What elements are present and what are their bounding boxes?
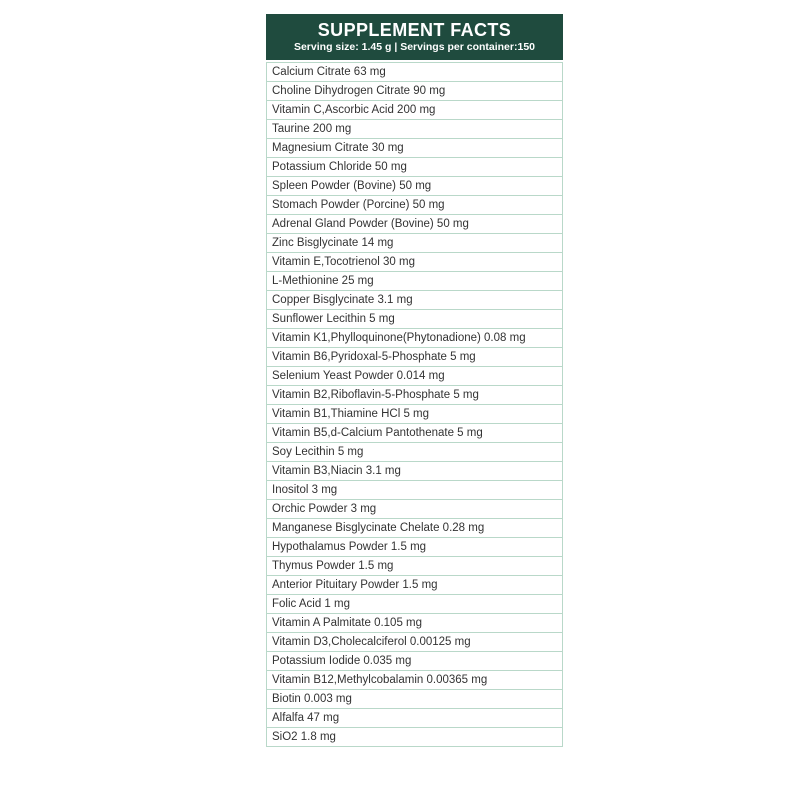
ingredient-row: Zinc Bisglycinate 14 mg xyxy=(266,234,563,253)
ingredient-row: Alfalfa 47 mg xyxy=(266,709,563,728)
ingredient-row: Potassium Chloride 50 mg xyxy=(266,158,563,177)
ingredient-row: Taurine 200 mg xyxy=(266,120,563,139)
facts-header xyxy=(266,14,563,60)
ingredient-row: Adrenal Gland Powder (Bovine) 50 mg xyxy=(266,215,563,234)
ingredient-row: Stomach Powder (Porcine) 50 mg xyxy=(266,196,563,215)
supplement-facts-panel xyxy=(266,14,563,747)
ingredient-row: Orchic Powder 3 mg xyxy=(266,500,563,519)
ingredient-row: Vitamin B5,d-Calcium Pantothenate 5 mg xyxy=(266,424,563,443)
ingredient-row: Vitamin C,Ascorbic Acid 200 mg xyxy=(266,101,563,120)
serving-info: Serving size: 1.45 g | Servings per container:150 xyxy=(293,41,536,54)
ingredient-row: Selenium Yeast Powder 0.014 mg xyxy=(266,367,563,386)
ingredient-row: Inositol 3 mg xyxy=(266,481,563,500)
ingredient-row: Sunflower Lecithin 5 mg xyxy=(266,310,563,329)
ingredient-row: Hypothalamus Powder 1.5 mg xyxy=(266,538,563,557)
ingredient-row: Soy Lecithin 5 mg xyxy=(266,443,563,462)
ingredient-row: Vitamin A Palmitate 0.105 mg xyxy=(266,614,563,633)
ingredient-row: Vitamin B2,Riboflavin-5-Phosphate 5 mg xyxy=(266,386,563,405)
ingredient-row: Choline Dihydrogen Citrate 90 mg xyxy=(266,82,563,101)
facts-title: SUPPLEMENT FACTS xyxy=(317,20,512,41)
ingredient-row: Potassium Iodide 0.035 mg xyxy=(266,652,563,671)
ingredient-row: Biotin 0.003 mg xyxy=(266,690,563,709)
ingredient-row: Spleen Powder (Bovine) 50 mg xyxy=(266,177,563,196)
ingredient-row: Magnesium Citrate 30 mg xyxy=(266,139,563,158)
ingredient-row: L-Methionine 25 mg xyxy=(266,272,563,291)
ingredient-row: Vitamin B6,Pyridoxal-5-Phosphate 5 mg xyxy=(266,348,563,367)
ingredient-row: Vitamin B3,Niacin 3.1 mg xyxy=(266,462,563,481)
ingredient-row: Thymus Powder 1.5 mg xyxy=(266,557,563,576)
ingredient-row: Vitamin B1,Thiamine HCl 5 mg xyxy=(266,405,563,424)
ingredient-row: SiO2 1.8 mg xyxy=(266,728,563,747)
ingredient-row: Copper Bisglycinate 3.1 mg xyxy=(266,291,563,310)
ingredient-row: Vitamin D3,Cholecalciferol 0.00125 mg xyxy=(266,633,563,652)
ingredient-row: Anterior Pituitary Powder 1.5 mg xyxy=(266,576,563,595)
ingredient-row: Vitamin B12,Methylcobalamin 0.00365 mg xyxy=(266,671,563,690)
ingredient-list xyxy=(266,62,563,747)
ingredient-row: Vitamin E,Tocotrienol 30 mg xyxy=(266,253,563,272)
ingredient-row: Calcium Citrate 63 mg xyxy=(266,63,563,82)
ingredient-row: Vitamin K1,Phylloquinone(Phytonadione) 0.08 mg xyxy=(266,329,563,348)
ingredient-row: Manganese Bisglycinate Chelate 0.28 mg xyxy=(266,519,563,538)
ingredient-row: Folic Acid 1 mg xyxy=(266,595,563,614)
